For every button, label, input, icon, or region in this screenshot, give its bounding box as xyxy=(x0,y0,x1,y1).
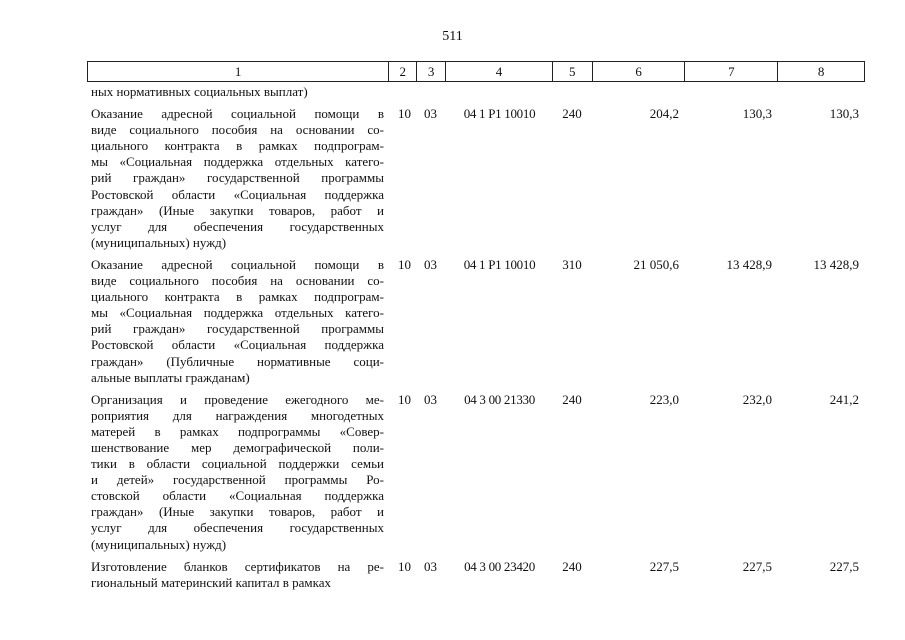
amount-year-1: 227,5 xyxy=(649,558,679,574)
header-col-4: 4 xyxy=(445,62,552,81)
description-line: Оказание адресной социальной помощи в xyxy=(91,256,384,272)
section-code: 10 xyxy=(398,558,411,574)
description-line: граждан» (Иные закупки товаров, работ и xyxy=(91,202,384,218)
description-line: циального контракта в рамках подпрограм- xyxy=(91,289,384,305)
description-line: (муниципальных) нужд) xyxy=(91,234,227,250)
header-col-2: 2 xyxy=(388,62,416,81)
row-description xyxy=(87,392,388,553)
amount-year-3: 227,5 xyxy=(829,558,859,574)
header-col-1: 1 xyxy=(234,64,242,79)
description-line: виде социального пособия на основании со- xyxy=(91,273,384,289)
section-code: 10 xyxy=(398,256,411,272)
description-line: матерей в рамках подпрограммы «Совер- xyxy=(91,423,384,439)
row-description xyxy=(87,106,388,251)
table-row xyxy=(87,106,865,251)
header-col-5: 5 xyxy=(552,62,592,81)
amount-year-1: 21 050,6 xyxy=(633,256,679,272)
description-line: виде социального пособия на основании со- xyxy=(91,122,384,138)
description-line: тики в области социальной поддержки семьи xyxy=(91,456,384,472)
description-line: альные выплаты гражданам) xyxy=(91,369,250,385)
target-article-code: 04 1 P1 10010 xyxy=(463,256,536,272)
subsection-code: 03 xyxy=(424,391,437,407)
target-article-code: 04 3 00 23420 xyxy=(464,558,535,574)
amount-year-2: 227,5 xyxy=(742,558,772,574)
amount-year-1: 223,0 xyxy=(649,391,679,407)
row-description xyxy=(87,559,388,591)
amount-year-3: 130,3 xyxy=(829,106,859,122)
description-line: Организация и проведение ежегодного ме- xyxy=(91,391,384,407)
description-line: рий граждан» государственной программы xyxy=(91,321,384,337)
expense-type-code: 310 xyxy=(562,256,582,272)
budget-table xyxy=(87,61,865,591)
amount-year-2: 13 428,9 xyxy=(726,256,772,272)
section-code: 10 xyxy=(398,106,411,122)
description-line: Оказание адресной социальной помощи в xyxy=(91,106,384,122)
description-line: (муниципальных) нужд) xyxy=(91,536,227,552)
description-line: роприятия для награждения многодетных xyxy=(91,407,384,423)
description-line: Изготовление бланков сертификатов на ре- xyxy=(91,558,384,574)
expense-type-code: 240 xyxy=(562,106,582,122)
page-number: 511 xyxy=(442,29,463,44)
table-row xyxy=(87,392,865,553)
description-line: услуг для обеспечения государственных xyxy=(91,520,384,536)
subsection-code: 03 xyxy=(424,558,437,574)
description-line: шенствование мер демографической поли- xyxy=(91,439,384,455)
subsection-code: 03 xyxy=(424,106,437,122)
subsection-code: 03 xyxy=(424,256,437,272)
continuation-text: ных нормативных социальных выплат) xyxy=(91,84,308,99)
header-col-3: 3 xyxy=(416,62,445,81)
header-col-6: 6 xyxy=(592,62,685,81)
description-line: циального контракта в рамках подпрограм- xyxy=(91,138,384,154)
header-col-7: 7 xyxy=(684,62,777,81)
description-line: рий граждан» государственной программы xyxy=(91,170,384,186)
description-line: услуг для обеспечения государственных xyxy=(91,218,384,234)
description-line: и детей» государственной программы Ро- xyxy=(91,472,384,488)
target-article-code: 04 3 00 21330 xyxy=(464,391,535,407)
description-line: гиональный материнский капитал в рамках xyxy=(91,574,331,590)
description-line: граждан» (Публичные нормативные соци- xyxy=(91,353,384,369)
expense-type-code: 240 xyxy=(562,391,582,407)
target-article-code: 04 1 P1 10010 xyxy=(463,106,536,122)
amount-year-2: 130,3 xyxy=(742,106,772,122)
description-line: мы «Социальная поддержка отдельных катего- xyxy=(91,305,384,321)
description-line: Ростовской области «Социальная поддержка xyxy=(91,337,384,353)
table-row xyxy=(87,257,865,386)
description-line: Ростовской области «Социальная поддержка xyxy=(91,186,384,202)
amount-year-2: 232,0 xyxy=(742,391,772,407)
amount-year-3: 241,2 xyxy=(829,391,859,407)
table-body xyxy=(87,106,865,591)
header-col-8: 8 xyxy=(777,62,864,81)
description-line: мы «Социальная поддержка отдельных катего- xyxy=(91,154,384,170)
amount-year-3: 13 428,9 xyxy=(813,256,859,272)
table-header-row xyxy=(87,61,865,82)
expense-type-code: 240 xyxy=(562,558,582,574)
description-line: стовской области «Социальная поддержка xyxy=(91,488,384,504)
row-description xyxy=(87,257,388,386)
table-row xyxy=(87,559,865,591)
continuation-row xyxy=(87,84,865,100)
amount-year-1: 204,2 xyxy=(649,106,679,122)
description-line: граждан» (Иные закупки товаров, работ и xyxy=(91,504,384,520)
section-code: 10 xyxy=(398,391,411,407)
